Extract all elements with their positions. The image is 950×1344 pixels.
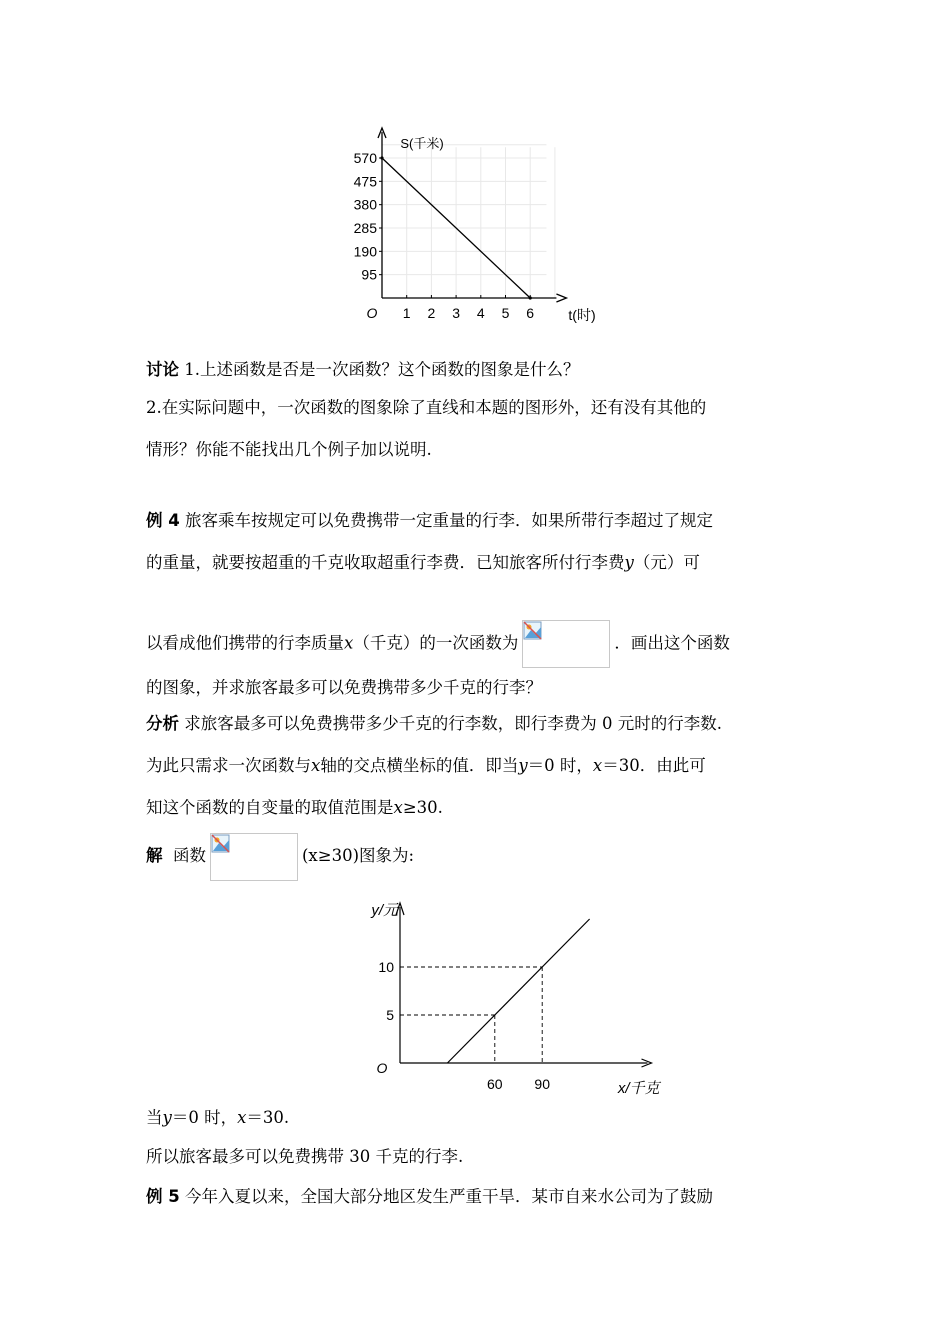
solution-text-b: (x≥30)图象为:: [302, 846, 415, 865]
analysis-line-1: [146, 713, 722, 735]
analysis-text-3b: ≥30.: [402, 798, 443, 817]
fee-weight-chart: [345, 895, 660, 1097]
data-point: [529, 296, 532, 299]
example4-text-2b: （元）可: [633, 553, 700, 572]
chart2-axes: [370, 902, 661, 1097]
discussion-line-1: [146, 359, 580, 381]
discussion-question-2-cont: 情形？你能不能找出几个例子加以说明.: [146, 440, 432, 459]
origin-label: O: [366, 305, 378, 321]
data-line: [447, 919, 589, 1063]
example5-label: 例 5: [146, 1187, 180, 1206]
when-line: [146, 1107, 289, 1129]
example4-text-3a: 以看成他们携带的行李质量: [146, 633, 344, 653]
y-tick-label: 285: [353, 220, 377, 236]
y-tick-label: 190: [353, 243, 377, 260]
analysis-line-2: [146, 755, 706, 777]
example4-text-3b: （千克）的一次函数为: [353, 633, 519, 653]
x-axis-arrow: [556, 294, 566, 302]
formula-image-placeholder: [210, 833, 298, 881]
x-tick-label: 4: [476, 305, 485, 321]
x-tick-label: 2: [427, 305, 436, 321]
x-tick-label: 1: [402, 305, 411, 321]
analysis-text-1: 求旅客最多可以免费携带多少千克的行李数，即行李费为 0 元时的行李数.: [184, 714, 722, 733]
chart1-grid: [382, 145, 555, 298]
example4-text-1: 旅客乘车按规定可以免费携带一定重量的行李．如果所带行李超过了规定: [184, 511, 713, 530]
var-x: x: [344, 633, 354, 653]
example4-text-2a: 的重量，就要按超重的千克收取超重行李费．已知旅客所付行李费: [146, 553, 625, 572]
chart2-marks: [400, 919, 590, 1063]
x-axis-label: x/千克: [617, 1080, 660, 1097]
example4-line-1: [146, 510, 713, 532]
origin-label: O: [376, 1060, 388, 1076]
x-axis-label: t(时): [568, 307, 596, 323]
example4-line-3: [146, 620, 730, 668]
when-text-a: 当: [146, 1108, 163, 1127]
var-x: x: [237, 1108, 247, 1127]
analysis-text-2c: ＝0 时，: [527, 756, 593, 775]
x-tick-label: 6: [526, 305, 535, 321]
var-y: y: [518, 756, 528, 775]
analysis-text-2a: 为此只需求一次函数与: [146, 756, 311, 775]
x-tick-label: 60: [487, 1076, 503, 1092]
conclusion-line: 所以旅客最多可以免费携带 30 千克的行李.: [146, 1147, 464, 1166]
x-tick-label: 90: [534, 1076, 550, 1092]
discussion-question-2: 2.在实际问题中，一次函数的图象除了直线和本题的图形外，还有没有其他的: [146, 398, 707, 417]
example5-text-1: 今年入夏以来，全国大部分地区发生严重干旱．某市自来水公司为了鼓励: [184, 1187, 713, 1206]
example4-label: 例 4: [146, 511, 180, 530]
chart1-axes: [354, 128, 596, 323]
example5-line-1: [146, 1186, 713, 1208]
broken-image-icon: [523, 621, 543, 641]
distance-time-chart: [353, 120, 620, 335]
var-x: x: [311, 756, 321, 775]
formula-image-placeholder: [522, 620, 610, 668]
analysis-text-2d: ＝30．由此可: [602, 756, 706, 775]
var-y: y: [162, 1108, 172, 1127]
y-axis-label: y/元: [371, 902, 398, 919]
example4-text-3c: ．画出这个函数: [614, 633, 730, 653]
y-tick-label: 10: [378, 959, 394, 975]
when-text-b: ＝0 时，: [171, 1108, 238, 1127]
var-x: x: [393, 798, 403, 817]
solution-label: 解: [146, 846, 163, 865]
var-y: y: [624, 553, 634, 572]
analysis-label: 分析: [146, 714, 179, 733]
solution-line: [146, 832, 414, 881]
x-tick-label: 3: [452, 305, 460, 321]
discussion-label: 讨论: [146, 360, 179, 379]
analysis-text-2b: 轴的交点横坐标的值．即当: [320, 756, 519, 775]
analysis-line-3: [146, 797, 443, 819]
y-tick-label: 380: [353, 196, 377, 213]
when-text-c: ＝30.: [246, 1108, 290, 1127]
y-axis-label: S(千米): [400, 136, 444, 151]
y-tick-label: 5: [386, 1007, 394, 1023]
example4-line-2: [146, 552, 700, 574]
broken-image-icon: [211, 834, 231, 854]
example4-line-4: 的图象，并求旅客最多可以免费携带多少千克的行李？: [146, 678, 542, 697]
y-tick-label: 475: [353, 173, 377, 190]
y-tick-label: 570: [353, 150, 377, 166]
x-tick-label: 5: [501, 305, 510, 321]
y-tick-label: 95: [361, 266, 377, 283]
analysis-text-3a: 知这个函数的自变量的取值范围是: [146, 798, 394, 817]
solution-text-a: 函数: [173, 846, 206, 865]
discussion-question-1: 1.上述函数是否是一次函数？这个函数的图象是什么？: [184, 360, 580, 379]
data-point: [380, 156, 383, 159]
var-x: x: [592, 756, 603, 775]
